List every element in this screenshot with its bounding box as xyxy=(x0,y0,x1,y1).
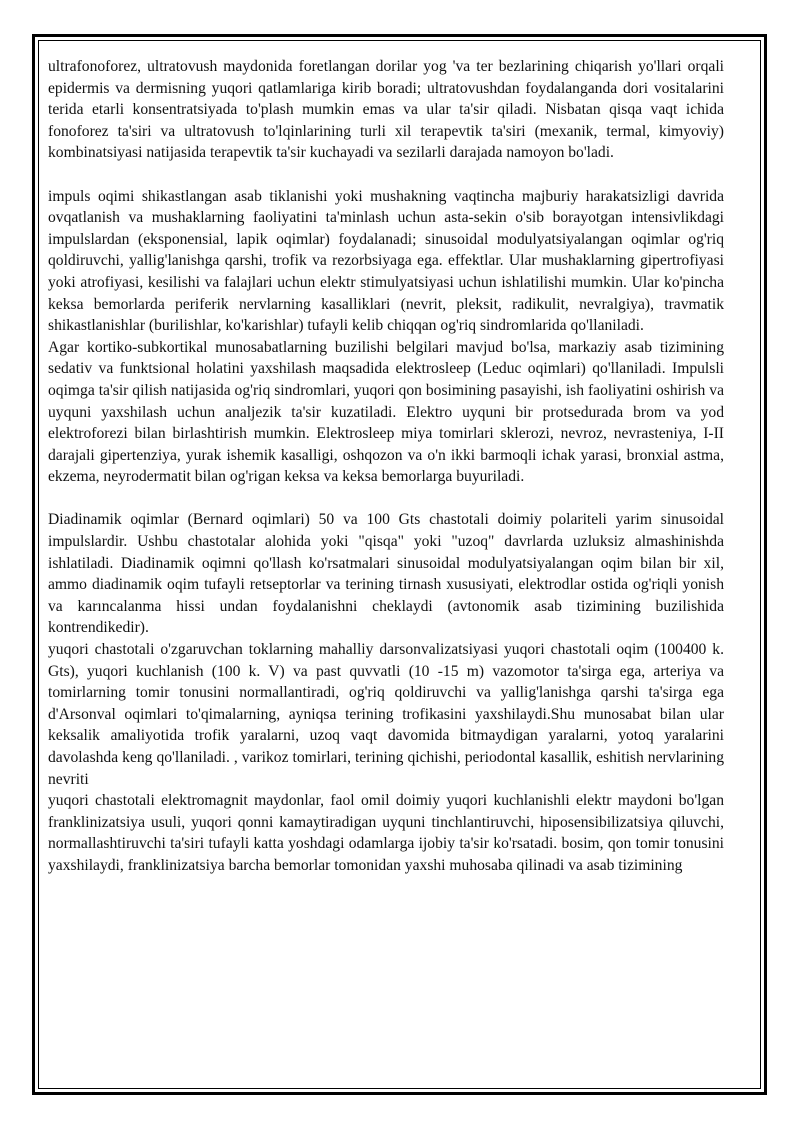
paragraph-franklinizatsiya: yuqori chastotali elektromagnit maydonlar, faol omil doimiy yuqori kuchlanishli elektr maydoni bo'lgan franklinizatsiya usuli, yuqori qonni kamaytiradigan uyquni tinchlantiruvchi, hiposensibilizatsiya qiluvchi, normallashtiruvchi ta'siri tufayli katta yoshdagi odamlarga ijobiy ta'sir ko'rsatadi. bosim, qon tomir tonusini yaxshilaydi, franklinizatsiya barcha bemorlar tomonidan yaxshi muhosaba qilinadi va asab tizimining xyxy=(48,792,724,874)
paragraph-ultrafonoforez: ultrafonoforez, ultratovush maydonida foretlangan dorilar yog 'va ter bezlarining chiqarish yo'llari orqali epidermis va dermisning yuqori qatlamlariga kirib boradi; ultratovushdan foydalanganda dori vositalarini terida etarli konsentratsiyada to'plash mumkin emas va ular ta'sir qiladi. Nisbatan qisqa vaqt ichida fonoforez ta'siri va ultratovush to'lqinlarining turli xil terapevtik ta'siri (mexanik, termal, kimyoviy) kombinatsiyasi natijasida terapevtik ta'sir kuchayadi va sezilarli darajada namoyon bo'ladi. xyxy=(48,58,724,162)
document-body xyxy=(48,56,724,877)
paragraph-elektrosleep: Agar kortiko-subkortikal munosabatlarning buzilishi belgilari mavjud bo'lsa, markaziy asab tizimining sedativ va funktsional holatini yaxshilash maqsadida elektrosleep (Leduc oqimlari) qo'llaniladi. Impulsli oqimga ta'sir qilish natijasida og'riq sindromlari, yuqori qon bosimining pasayishi, ish faoliyatini oshirish va uyquni yaxshilash uchun analjezik ta'sir kuzatiladi. Elektro uyquni bir protsedurada brom va yod elektroforezi bilan birlashtirish mumkin. Elektrosleep miya tomirlari sklerozi, nevroz, nevrasteniya, I-II darajali gipertenziya, yurak ishemik kasalligi, oshqozon va o'n ikki barmoqli ichak yarasi, bronxial astma, ekzema, neyrodermatit bilan og'rigan keksa va keksa bemorlarga buyuriladi. xyxy=(48,338,724,486)
paragraph-impuls-oqimi: impuls oqimi shikastlangan asab tiklanishi yoki mushakning vaqtincha majburiy harakatsizligi davrida ovqatlanish va mushaklarning faoliyatini ta'minlash uchun asta-sekin o'sib borayotgan intensivlikdagi impulslardan (eksponensial, lapik oqimlar) foydalanadi; sinusoidal modulyatsiyalangan oqimlar og'riq qoldiruvchi, yallig'lanishga qarshi, trofik va rezorbsiyaga ega. effektlar. Ular mushaklarning gipertrofiyasi yoki atrofiyasi, kesilishi va falajlari uchun elektr stimulyatsiyasi uchun ishlatilishi mumkin. Ular ko'pincha keksa bemorlarda periferik nervlarning kasalliklari (nevrit, pleksit, radikulit, nevralgiya), travmatik shikastlanishlar (burilishlar, ko'karishlar) tufayli kelib chiqqan og'riq sindromlarida qo'llaniladi. xyxy=(48,187,724,335)
paragraph-diadinamik-oqimlar: Diadinamik oqimlar (Bernard oqimlari) 50 va 100 Gts chastotali doimiy polariteli yarim sinusoidal impulslardir. Ushbu chastotalar alohida yoki "qisqa" yoki "uzoq" davrlarda uzluksiz almashinishda ishlatiladi. Diadinamik oqimni qo'llash ko'rsatmalari sinusoidal modulyatsiyalangan oqim bilan bir xil, ammo diadinamik oqim tufayli retseptorlar va terining tirnash xususiyati, elektrodlar ostida og'riqli yonish va karıncalanma hissi undan foydalanishni cheklaydi (avtonomik asab tizimining buzilishida kontrendikedir). xyxy=(48,511,724,637)
paragraph-darsonvalizatsiya: yuqori chastotali o'zgaruvchan toklarning mahalliy darsonvalizatsiyasi yuqori chastotali oqim (100400 k. Gts), yuqori kuchlanish (100 k. V) va past quvvatli (10 -15 m) vazomotor ta'sirga ega, arteriya va tomirlarning tomir tonusini normallantiradi, og'riq qoldiruvchi va yallig'lanishga qarshi ta'sirga ega d'Arsonval oqimlari to'qimalarning, ayniqsa terining trofikasini yaxshilaydi.Shu munosabat bilan ular keksalik amaliyotida trofik yaralarni, uzoq vaqt davomida bitmaydigan yaralarni, yotoq yaralarini davolashda keng qo'llaniladi. , varikoz tomirlari, terining qichishi, periodontal kasallik, eshitish nervlarining nevriti xyxy=(48,641,724,788)
